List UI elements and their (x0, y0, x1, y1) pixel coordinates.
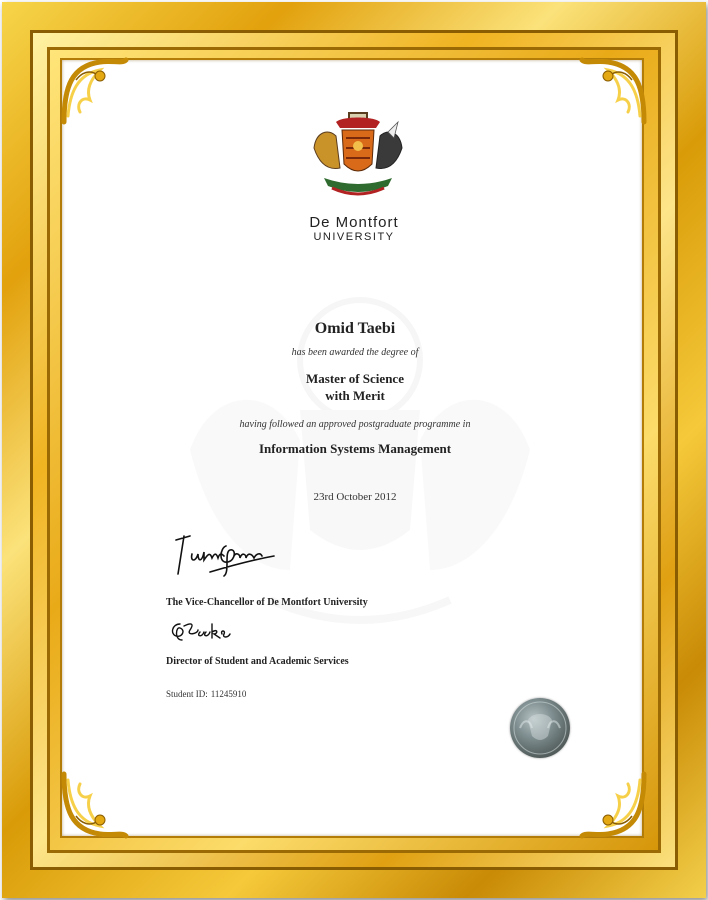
coat-of-arms-icon (306, 108, 410, 204)
ornament-corner-icon (578, 770, 648, 840)
graduate-name: Omid Taebi (314, 320, 396, 337)
university-name (254, 214, 454, 231)
seal-pattern-icon (510, 698, 570, 758)
award-date: 23rd October 2012 (313, 491, 397, 503)
vice-chancellor-title: The Vice-Chancellor of De Montfort University (166, 597, 368, 608)
university-name-line2: UNIVERSITY (313, 231, 395, 243)
director-title: Director of Student and Academic Services (166, 656, 349, 667)
programme-intro-text: having followed an approved postgraduate programme in (239, 419, 471, 430)
vice-chancellor-signature (170, 528, 280, 580)
student-id-label: Student ID: (166, 689, 208, 699)
director-signature (168, 618, 236, 644)
ornament-corner-icon (60, 770, 130, 840)
student-id (166, 689, 249, 699)
programme-name: Information Systems Management (258, 441, 452, 456)
university-name-line1: De Montfort (309, 214, 399, 231)
ornament-corner-icon (60, 56, 130, 126)
degree-classification: with Merit (325, 388, 385, 403)
ornament-corner-icon (578, 56, 648, 126)
awarded-text: has been awarded the degree of (291, 347, 419, 358)
university-subtitle (254, 231, 454, 243)
embossed-seal-icon (510, 698, 570, 758)
student-id-value: 11245910 (210, 689, 247, 699)
degree-title: Master of Science (306, 371, 404, 386)
